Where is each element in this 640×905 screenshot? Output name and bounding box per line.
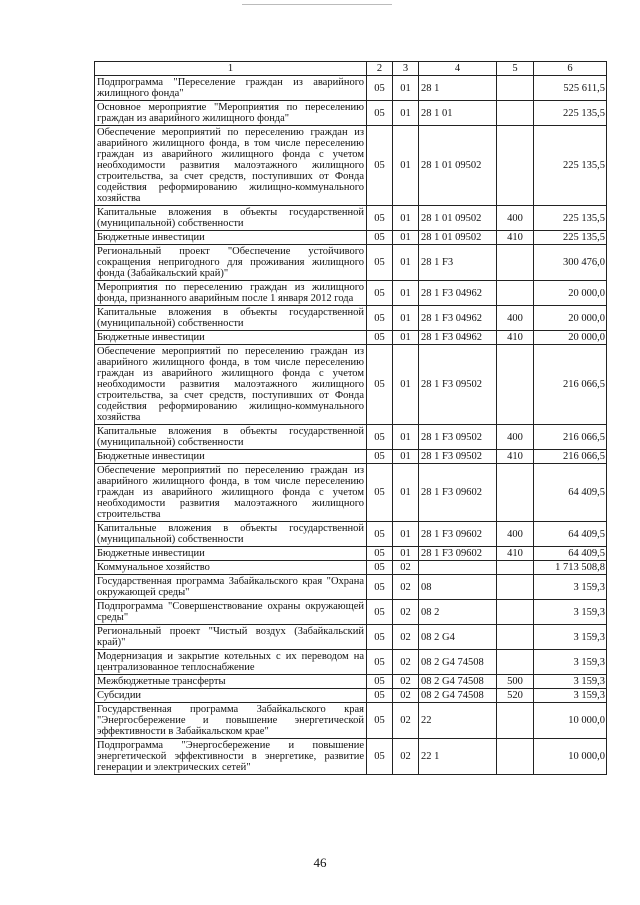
- row-name-cell: Бюджетные инвестиции: [95, 231, 367, 245]
- row-amount-cell: 10 000,0: [534, 739, 607, 775]
- row-target-code-cell: 28 1 01 09502: [419, 126, 497, 206]
- row-section-cell: 05: [367, 345, 393, 425]
- row-amount-cell: 216 066,5: [534, 345, 607, 425]
- row-name-cell: Капитальные вложения в объекты государственной (муниципальной) собственности: [95, 306, 367, 331]
- row-name-cell: Обеспечение мероприятий по переселению граждан из аварийного жилищного фонда, в том числе переселению граждан из аварийного жилищного фонда с учетом необходимости развития малоэтажного жилищного строительства, за счет средств, поступивших от Фонда содействия реформированию жилищно-коммунального хозяйства: [95, 126, 367, 206]
- header-cell-4: 4: [419, 62, 497, 76]
- row-section-cell: 05: [367, 547, 393, 561]
- row-section-cell: 05: [367, 625, 393, 650]
- row-section-cell: 05: [367, 703, 393, 739]
- table-row: [95, 306, 607, 331]
- row-target-code-cell: 28 1 F3 09502: [419, 425, 497, 450]
- row-name-cell: Мероприятия по переселению граждан из жилищного фонда, признанного аварийным после 1 января 2012 года: [95, 281, 367, 306]
- row-amount-cell: 3 159,3: [534, 650, 607, 675]
- row-amount-cell: 300 476,0: [534, 245, 607, 281]
- row-name-cell: Капитальные вложения в объекты государственной (муниципальной) собственности: [95, 206, 367, 231]
- table-row: [95, 345, 607, 425]
- table-row: [95, 245, 607, 281]
- row-amount-cell: 225 135,5: [534, 126, 607, 206]
- table-row: [95, 561, 607, 575]
- row-expense-type-cell: [497, 101, 534, 126]
- row-subsection-cell: 01: [393, 547, 419, 561]
- row-section-cell: 05: [367, 600, 393, 625]
- row-name-cell: Обеспечение мероприятий по переселению граждан из аварийного жилищного фонда, в том числе переселению граждан из аварийного жилищного фонда с учетом необходимости развития малоэтажного жилищного строительства, за счет средств, поступивших от Фонда содействия реформированию жилищно-коммунального хозяйства: [95, 345, 367, 425]
- header-cell-1: 1: [95, 62, 367, 76]
- table-row: [95, 331, 607, 345]
- row-name-cell: Региональный проект "Обеспечение устойчивого сокращения непригодного для проживания жилищного фонда (Забайкальский край)": [95, 245, 367, 281]
- row-target-code-cell: 28 1 01 09502: [419, 231, 497, 245]
- header-cell-5: 5: [497, 62, 534, 76]
- table-row: [95, 231, 607, 245]
- header-cell-2: 2: [367, 62, 393, 76]
- row-section-cell: 05: [367, 522, 393, 547]
- row-target-code-cell: 28 1 F3 04962: [419, 306, 497, 331]
- row-amount-cell: 20 000,0: [534, 281, 607, 306]
- row-name-cell: Капитальные вложения в объекты государственной (муниципальной) собственности: [95, 425, 367, 450]
- row-expense-type-cell: 410: [497, 331, 534, 345]
- row-amount-cell: 216 066,5: [534, 425, 607, 450]
- row-target-code-cell: [419, 561, 497, 575]
- row-name-cell: Межбюджетные трансферты: [95, 675, 367, 689]
- row-amount-cell: 3 159,3: [534, 575, 607, 600]
- row-name-cell: Подпрограмма "Совершенствование охраны окружающей среды": [95, 600, 367, 625]
- table-row: [95, 689, 607, 703]
- row-expense-type-cell: [497, 126, 534, 206]
- row-target-code-cell: 28 1 01 09502: [419, 206, 497, 231]
- row-section-cell: 05: [367, 331, 393, 345]
- row-subsection-cell: 02: [393, 600, 419, 625]
- row-subsection-cell: 02: [393, 703, 419, 739]
- table-row: [95, 425, 607, 450]
- row-name-cell: Государственная программа Забайкальского края "Энергосбережение и повышение энергетической эффективности в Забайкальском крае": [95, 703, 367, 739]
- row-subsection-cell: 01: [393, 331, 419, 345]
- table-row: [95, 650, 607, 675]
- table-row: [95, 625, 607, 650]
- row-section-cell: 05: [367, 206, 393, 231]
- row-amount-cell: 64 409,5: [534, 522, 607, 547]
- row-name-cell: Модернизация и закрытие котельных с их переводом на централизованное теплоснабжение: [95, 650, 367, 675]
- row-target-code-cell: 28 1 F3 09602: [419, 522, 497, 547]
- row-subsection-cell: 01: [393, 306, 419, 331]
- row-subsection-cell: 01: [393, 345, 419, 425]
- row-amount-cell: 10 000,0: [534, 703, 607, 739]
- page-number: 46: [313, 855, 327, 870]
- row-section-cell: 05: [367, 464, 393, 522]
- row-amount-cell: 20 000,0: [534, 306, 607, 331]
- row-name-cell: Обеспечение мероприятий по переселению граждан из аварийного жилищного фонда, в том числе переселению граждан из аварийного жилищного фонда с учетом необходимости развития малоэтажного жилищного строительства: [95, 464, 367, 522]
- row-subsection-cell: 01: [393, 425, 419, 450]
- row-expense-type-cell: [497, 625, 534, 650]
- row-subsection-cell: 02: [393, 689, 419, 703]
- row-subsection-cell: 01: [393, 281, 419, 306]
- row-subsection-cell: 01: [393, 126, 419, 206]
- row-amount-cell: 3 159,3: [534, 600, 607, 625]
- table-row: [95, 547, 607, 561]
- header-cell-3: 3: [393, 62, 419, 76]
- row-name-cell: Бюджетные инвестиции: [95, 547, 367, 561]
- row-subsection-cell: 02: [393, 675, 419, 689]
- row-target-code-cell: 22: [419, 703, 497, 739]
- row-section-cell: 05: [367, 575, 393, 600]
- row-amount-cell: 525 611,5: [534, 76, 607, 101]
- row-subsection-cell: 01: [393, 206, 419, 231]
- row-name-cell: Основное мероприятие "Мероприятия по переселению граждан из аварийного жилищного фонда": [95, 101, 367, 126]
- header-row: [95, 62, 607, 76]
- row-section-cell: 05: [367, 101, 393, 126]
- row-expense-type-cell: 400: [497, 522, 534, 547]
- row-amount-cell: 225 135,5: [534, 101, 607, 126]
- row-target-code-cell: 28 1 01: [419, 101, 497, 126]
- row-target-code-cell: 28 1: [419, 76, 497, 101]
- row-target-code-cell: 28 1 F3 04962: [419, 331, 497, 345]
- row-amount-cell: 216 066,5: [534, 450, 607, 464]
- row-target-code-cell: 08 2 G4: [419, 625, 497, 650]
- row-amount-cell: 225 135,5: [534, 231, 607, 245]
- row-amount-cell: 3 159,3: [534, 675, 607, 689]
- row-amount-cell: 20 000,0: [534, 331, 607, 345]
- row-expense-type-cell: [497, 281, 534, 306]
- row-expense-type-cell: [497, 739, 534, 775]
- row-subsection-cell: 01: [393, 245, 419, 281]
- table-row: [95, 281, 607, 306]
- row-section-cell: 05: [367, 306, 393, 331]
- row-target-code-cell: 28 1 F3 09502: [419, 450, 497, 464]
- row-subsection-cell: 02: [393, 575, 419, 600]
- budget-table-body: [95, 62, 607, 775]
- row-expense-type-cell: [497, 345, 534, 425]
- row-target-code-cell: 08 2 G4 74508: [419, 650, 497, 675]
- row-expense-type-cell: [497, 245, 534, 281]
- row-section-cell: 05: [367, 245, 393, 281]
- row-subsection-cell: 01: [393, 231, 419, 245]
- row-target-code-cell: 28 1 F3 04962: [419, 281, 497, 306]
- row-target-code-cell: 28 1 F3: [419, 245, 497, 281]
- header-cell-6: 6: [534, 62, 607, 76]
- row-target-code-cell: 28 1 F3 09602: [419, 464, 497, 522]
- row-section-cell: 05: [367, 281, 393, 306]
- table-row: [95, 575, 607, 600]
- table-row: [95, 126, 607, 206]
- row-target-code-cell: 28 1 F3 09602: [419, 547, 497, 561]
- row-section-cell: 05: [367, 561, 393, 575]
- row-target-code-cell: 08: [419, 575, 497, 600]
- table-row: [95, 101, 607, 126]
- table-row: [95, 600, 607, 625]
- row-amount-cell: 64 409,5: [534, 464, 607, 522]
- row-section-cell: 05: [367, 76, 393, 101]
- row-expense-type-cell: [497, 703, 534, 739]
- row-name-cell: Коммунальное хозяйство: [95, 561, 367, 575]
- row-amount-cell: 1 713 508,8: [534, 561, 607, 575]
- row-subsection-cell: 02: [393, 739, 419, 775]
- row-expense-type-cell: 410: [497, 231, 534, 245]
- row-name-cell: Бюджетные инвестиции: [95, 331, 367, 345]
- row-expense-type-cell: [497, 464, 534, 522]
- table-row: [95, 450, 607, 464]
- row-amount-cell: 64 409,5: [534, 547, 607, 561]
- row-target-code-cell: 08 2: [419, 600, 497, 625]
- row-subsection-cell: 02: [393, 650, 419, 675]
- row-expense-type-cell: [497, 600, 534, 625]
- row-name-cell: Субсидии: [95, 689, 367, 703]
- row-name-cell: Капитальные вложения в объекты государственной (муниципальной) собственности: [95, 522, 367, 547]
- row-expense-type-cell: 410: [497, 450, 534, 464]
- table-row: [95, 703, 607, 739]
- row-target-code-cell: 28 1 F3 09502: [419, 345, 497, 425]
- row-name-cell: Региональный проект "Чистый воздух (Забайкальский край)": [95, 625, 367, 650]
- row-section-cell: 05: [367, 675, 393, 689]
- top-edge-line: [242, 4, 392, 5]
- row-target-code-cell: 08 2 G4 74508: [419, 675, 497, 689]
- table-row: [95, 522, 607, 547]
- row-target-code-cell: 22 1: [419, 739, 497, 775]
- row-subsection-cell: 02: [393, 625, 419, 650]
- table-row: [95, 76, 607, 101]
- table-row: [95, 739, 607, 775]
- row-section-cell: 05: [367, 739, 393, 775]
- budget-table-container: [94, 61, 607, 775]
- row-expense-type-cell: [497, 561, 534, 575]
- row-section-cell: 05: [367, 126, 393, 206]
- row-expense-type-cell: 400: [497, 206, 534, 231]
- row-subsection-cell: 02: [393, 561, 419, 575]
- row-target-code-cell: 08 2 G4 74508: [419, 689, 497, 703]
- row-expense-type-cell: 400: [497, 306, 534, 331]
- row-expense-type-cell: 520: [497, 689, 534, 703]
- row-subsection-cell: 01: [393, 450, 419, 464]
- row-name-cell: Государственная программа Забайкальского края "Охрана окружающей среды": [95, 575, 367, 600]
- budget-table: [94, 61, 607, 775]
- row-section-cell: 05: [367, 231, 393, 245]
- table-row: [95, 675, 607, 689]
- row-name-cell: Подпрограмма "Энергосбережение и повышение энергетической эффективности в энергетике, развитие генерации и электрических сетей": [95, 739, 367, 775]
- row-subsection-cell: 01: [393, 464, 419, 522]
- row-name-cell: Бюджетные инвестиции: [95, 450, 367, 464]
- row-amount-cell: 225 135,5: [534, 206, 607, 231]
- row-section-cell: 05: [367, 650, 393, 675]
- row-expense-type-cell: [497, 76, 534, 101]
- row-amount-cell: 3 159,3: [534, 689, 607, 703]
- row-expense-type-cell: [497, 575, 534, 600]
- table-row: [95, 464, 607, 522]
- row-expense-type-cell: 410: [497, 547, 534, 561]
- row-section-cell: 05: [367, 425, 393, 450]
- row-name-cell: Подпрограмма "Переселение граждан из аварийного жилищного фонда": [95, 76, 367, 101]
- row-amount-cell: 3 159,3: [534, 625, 607, 650]
- row-expense-type-cell: 400: [497, 425, 534, 450]
- table-row: [95, 206, 607, 231]
- row-subsection-cell: 01: [393, 101, 419, 126]
- row-expense-type-cell: 500: [497, 675, 534, 689]
- row-section-cell: 05: [367, 450, 393, 464]
- row-subsection-cell: 01: [393, 522, 419, 547]
- row-section-cell: 05: [367, 689, 393, 703]
- row-subsection-cell: 01: [393, 76, 419, 101]
- row-expense-type-cell: [497, 650, 534, 675]
